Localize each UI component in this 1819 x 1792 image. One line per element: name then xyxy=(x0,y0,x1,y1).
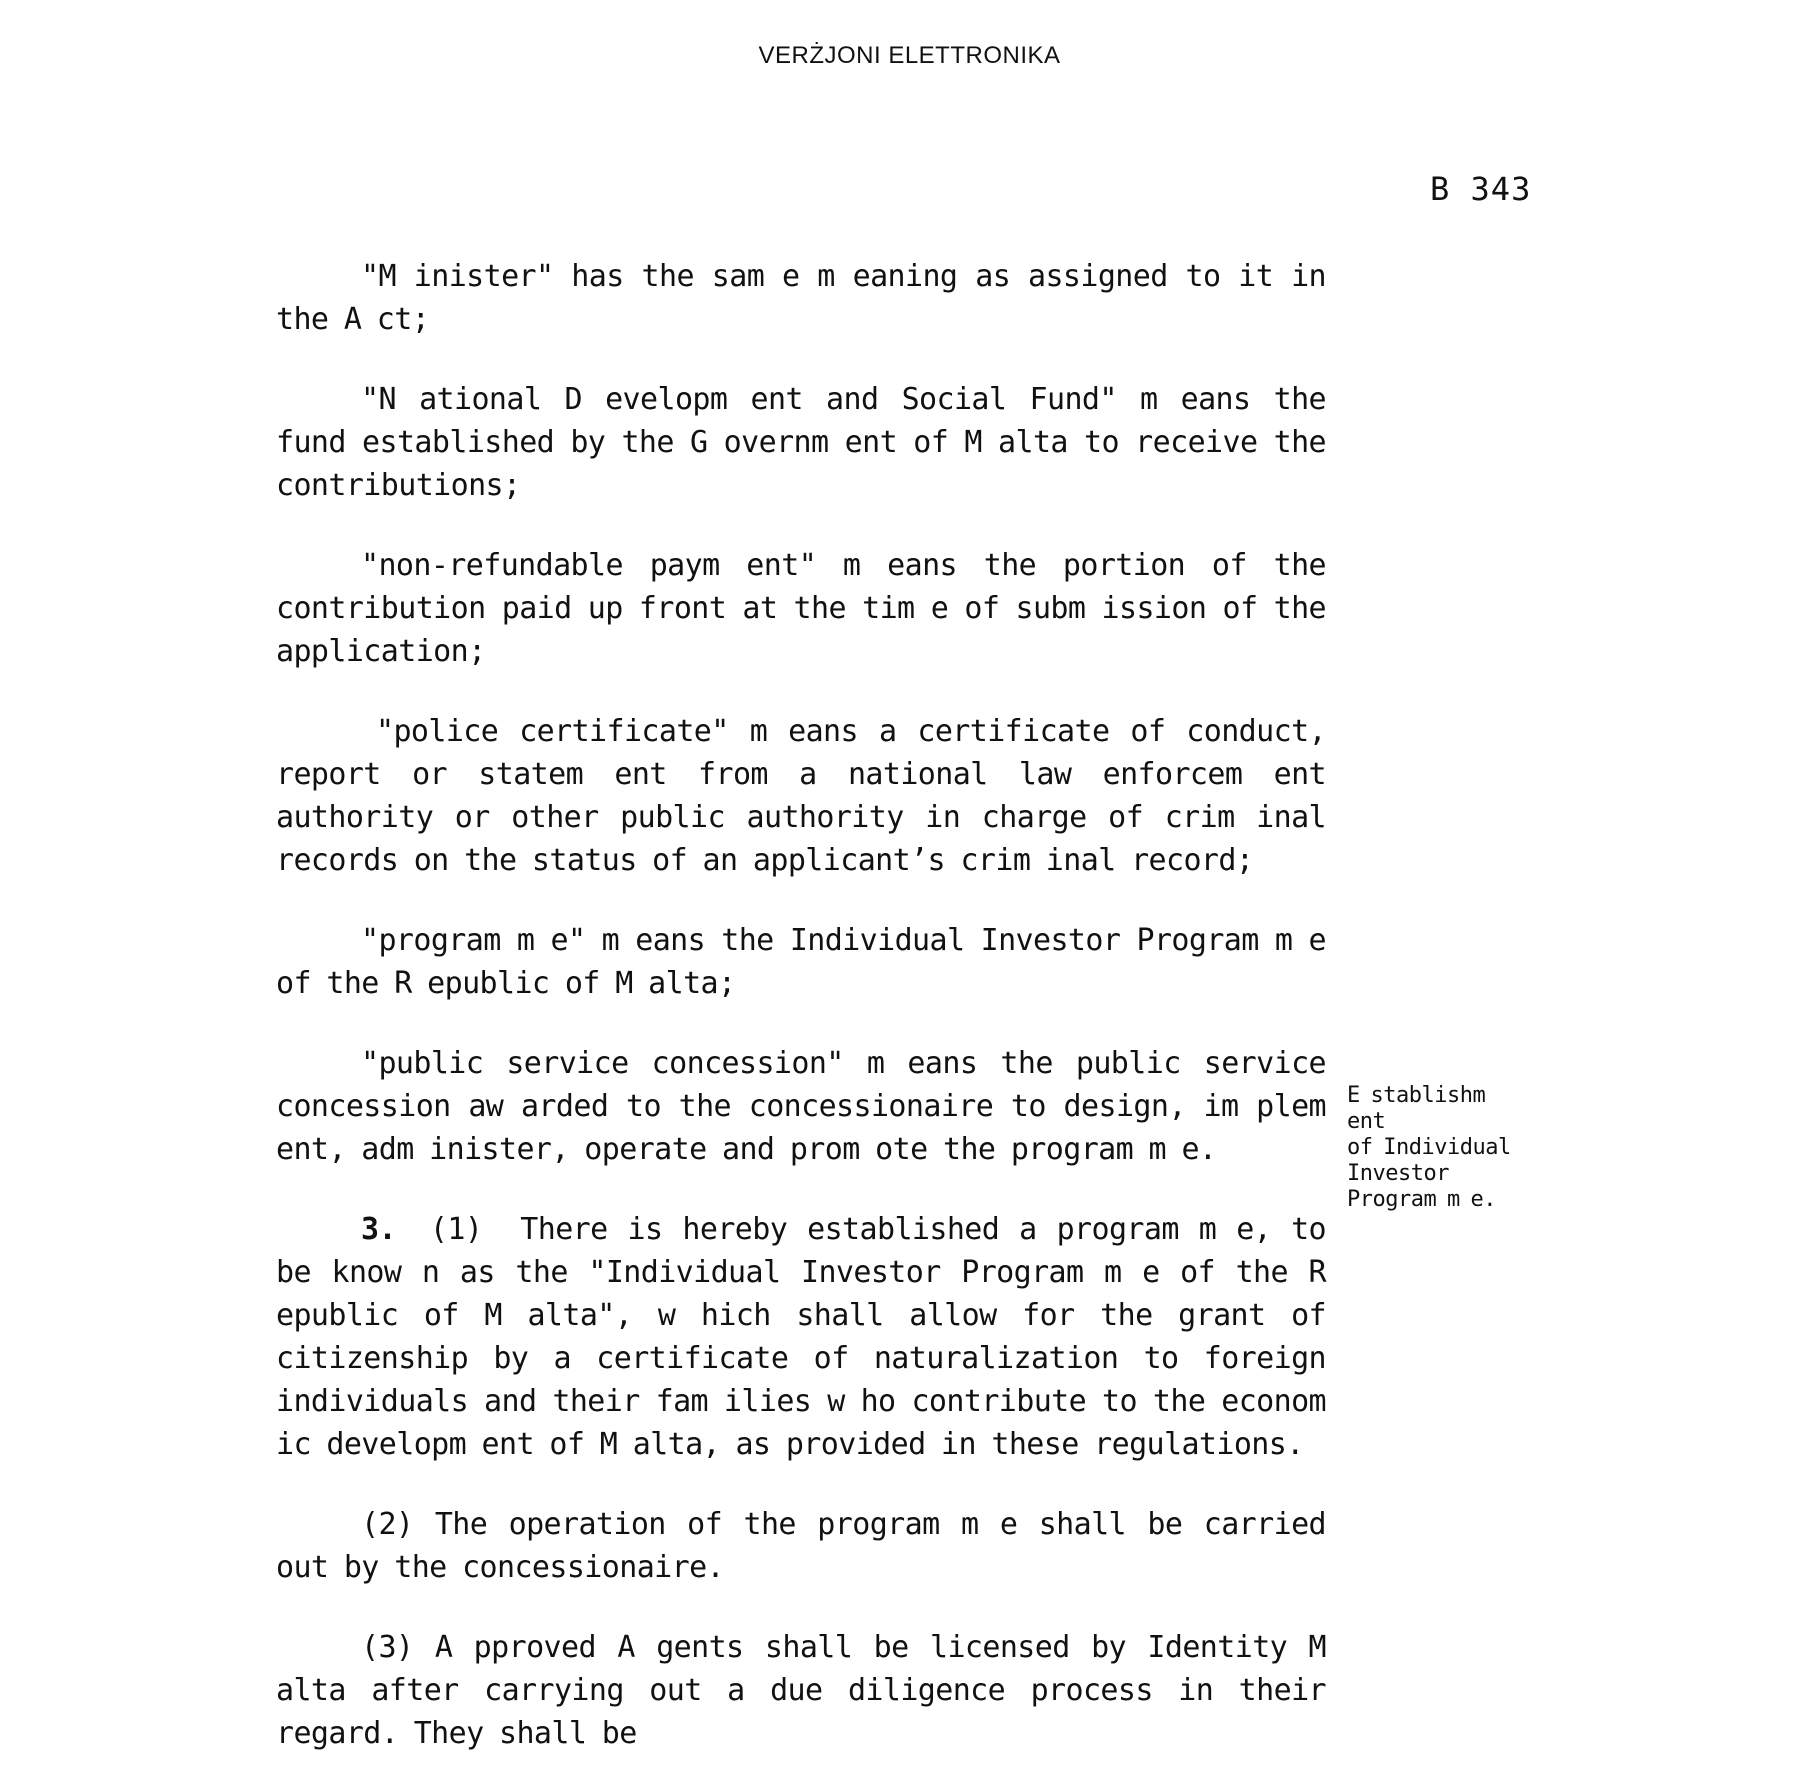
definition-public-service-concession: "public service concession" m eans the public service concession aw arded to the concessionaire to design, im plem ent, adm inister, operate and prom ote the program m e. xyxy=(276,1046,1326,1167)
subsection-number: (2) xyxy=(361,1507,414,1542)
marginal-note xyxy=(1347,1083,1517,1213)
definition-programme: "program m e" m eans the Individual Investor Program m e of the R epublic of M alta; xyxy=(276,923,1326,1001)
document-body xyxy=(276,255,1326,1792)
page-number: B 343 xyxy=(1430,170,1532,208)
marginal-note-line: Program m e. xyxy=(1347,1187,1496,1212)
section-3-subsection-2 xyxy=(276,1503,1326,1589)
subsection-number: (1) xyxy=(429,1212,483,1247)
section-number: 3. xyxy=(361,1212,396,1247)
definition-non-refundable-payment: "non-refundable paym ent" m eans the portion of the contribution paid up front at the tim e of subm ission of the application; xyxy=(276,548,1326,669)
definition-national-development-fund: "N ational D evelopm ent and Social Fund" m eans the fund established by the G overnm ent of M alta to receive the contributions; xyxy=(276,382,1326,503)
document-header: VERŻJONI ELETTRONIKA xyxy=(758,42,1061,69)
subsection-text: The operation of the program m e shall be carried out by the concessionaire. xyxy=(276,1507,1326,1585)
subsection-number: (3) xyxy=(361,1630,414,1665)
marginal-note-line: of Individual xyxy=(1347,1135,1511,1160)
subsection-text: A pproved A gents shall be licensed by Identity M alta after carrying out a due diligence process in their regard. They shall be xyxy=(276,1630,1326,1751)
definition-minister: "M inister" has the sam e m eaning as assigned to it in the A ct; xyxy=(276,259,1326,337)
marginal-note-line: Investor xyxy=(1347,1161,1449,1186)
definition-police-certificate: "police certificate" m eans a certificate of conduct, report or statem ent from a national law enforcem ent authority or other public authority in charge of crim inal records on the status of an applicant’s crim inal record; xyxy=(276,714,1326,878)
section-3-subsection-1 xyxy=(276,1208,1326,1466)
section-3-subsection-3 xyxy=(276,1626,1326,1755)
marginal-note-line: E stablishm ent xyxy=(1347,1083,1486,1134)
subsection-text: There is hereby established a program m e, to be know n as the "Individual Investor Program m e of the R epublic of M alta", w hich shall allow for the grant of citizenship by a certificate of naturalization to foreign individuals and their fam ilies w ho contribute to the econom ic developm ent of M alta, as provided in these regulations. xyxy=(276,1212,1326,1462)
